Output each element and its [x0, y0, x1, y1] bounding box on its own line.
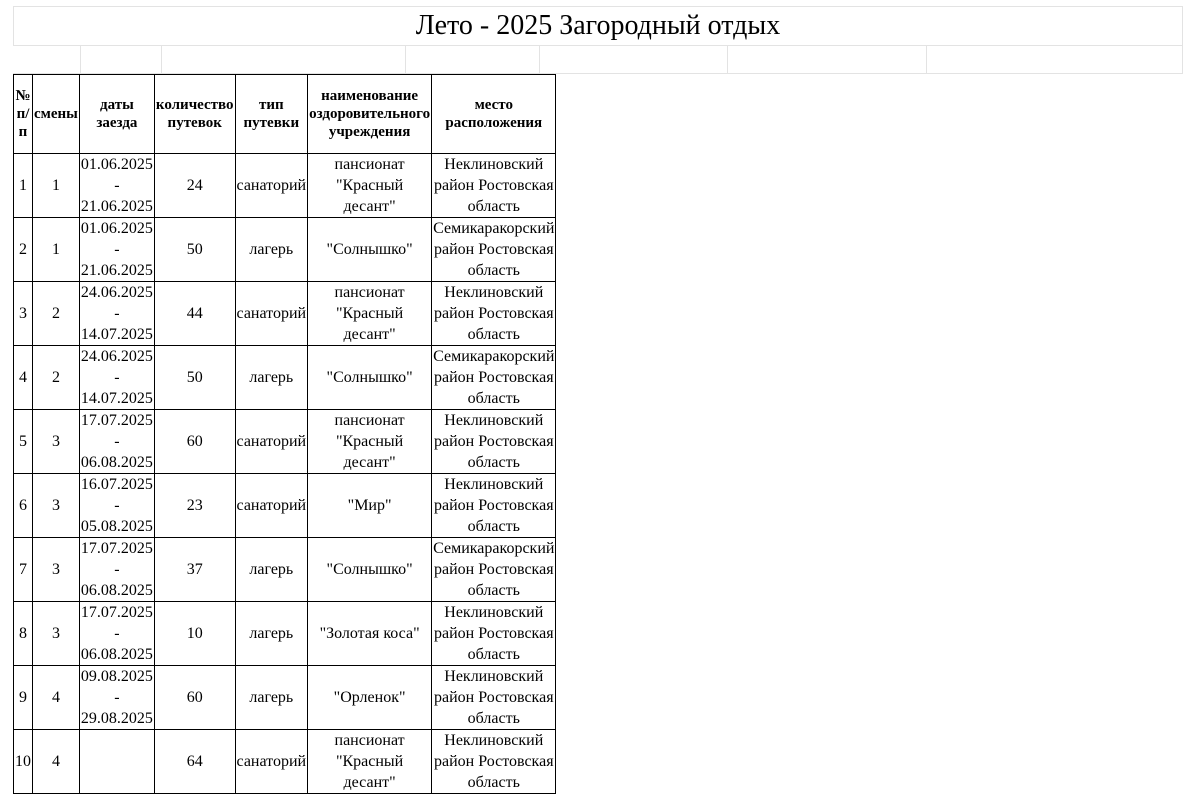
cell-location: Неклиновский район Ростовская область [432, 730, 556, 794]
cell-institution: пансионат "Красный десант" [308, 410, 432, 474]
cell-vouchers-count: 23 [154, 474, 235, 538]
empty-spacer-row [13, 46, 1183, 74]
header-institution: наименование оздоровительного учреждения [308, 75, 432, 154]
cell-number: 1 [14, 154, 33, 218]
header-row [14, 75, 556, 154]
cell-location: Семикаракорский район Ростовская область [432, 218, 556, 282]
cell-institution: "Солнышко" [308, 346, 432, 410]
empty-cell [728, 46, 927, 74]
cell-voucher-type: лагерь [235, 538, 308, 602]
cell-institution: пансионат "Красный десант" [308, 282, 432, 346]
cell-number: 7 [14, 538, 33, 602]
cell-voucher-type: лагерь [235, 346, 308, 410]
cell-voucher-type: санаторий [235, 410, 308, 474]
empty-cell [81, 46, 162, 74]
cell-voucher-type: лагерь [235, 602, 308, 666]
cell-shift: 4 [33, 666, 80, 730]
cell-institution: пансионат "Красный десант" [308, 154, 432, 218]
table-row [14, 410, 556, 474]
cell-number: 5 [14, 410, 33, 474]
cell-voucher-type: санаторий [235, 730, 308, 794]
cell-vouchers-count: 50 [154, 346, 235, 410]
table-row [14, 666, 556, 730]
cell-vouchers-count: 60 [154, 410, 235, 474]
cell-location: Неклиновский район Ростовская область [432, 282, 556, 346]
cell-shift: 2 [33, 346, 80, 410]
cell-voucher-type: лагерь [235, 666, 308, 730]
header-dates: даты заезда [79, 75, 154, 154]
cell-institution: "Орленок" [308, 666, 432, 730]
cell-institution: "Золотая коса" [308, 602, 432, 666]
cell-vouchers-count: 24 [154, 154, 235, 218]
table-row [14, 602, 556, 666]
cell-location: Неклиновский район Ростовская область [432, 474, 556, 538]
cell-dates: 09.08.2025 - 29.08.2025 [79, 666, 154, 730]
empty-cell [927, 46, 1183, 74]
header-shift: смены [33, 75, 80, 154]
cell-shift: 2 [33, 282, 80, 346]
cell-voucher-type: санаторий [235, 282, 308, 346]
empty-cell [406, 46, 540, 74]
cell-shift: 3 [33, 538, 80, 602]
cell-dates: 24.06.2025 - 14.07.2025 [79, 282, 154, 346]
cell-institution: пансионат "Красный десант" [308, 730, 432, 794]
empty-cell [13, 46, 81, 74]
cell-number: 8 [14, 602, 33, 666]
empty-cell [162, 46, 406, 74]
cell-vouchers-count: 60 [154, 666, 235, 730]
cell-institution: "Солнышко" [308, 538, 432, 602]
cell-dates: 01.06.2025 - 21.06.2025 [79, 154, 154, 218]
cell-dates: 17.07.2025 - 06.08.2025 [79, 602, 154, 666]
cell-institution: "Солнышко" [308, 218, 432, 282]
cell-voucher-type: санаторий [235, 154, 308, 218]
camps-table [13, 74, 556, 794]
cell-voucher-type: санаторий [235, 474, 308, 538]
cell-shift: 4 [33, 730, 80, 794]
table-row [14, 538, 556, 602]
cell-vouchers-count: 64 [154, 730, 235, 794]
cell-number: 4 [14, 346, 33, 410]
cell-location: Семикаракорский район Ростовская область [432, 538, 556, 602]
table-row [14, 218, 556, 282]
cell-vouchers-count: 10 [154, 602, 235, 666]
header-voucher-type: тип путевки [235, 75, 308, 154]
empty-cell [540, 46, 728, 74]
cell-shift: 1 [33, 218, 80, 282]
cell-shift: 3 [33, 602, 80, 666]
cell-shift: 3 [33, 410, 80, 474]
cell-dates: 16.07.2025 - 05.08.2025 [79, 474, 154, 538]
cell-dates: 17.07.2025 - 06.08.2025 [79, 538, 154, 602]
cell-number: 2 [14, 218, 33, 282]
cell-shift: 1 [33, 154, 80, 218]
table-row [14, 282, 556, 346]
header-location: место расположения [432, 75, 556, 154]
page-title: Лето - 2025 Загородный отдых [13, 6, 1183, 46]
table-row [14, 474, 556, 538]
cell-dates: 01.06.2025 - 21.06.2025 [79, 218, 154, 282]
cell-dates [79, 730, 154, 794]
cell-vouchers-count: 50 [154, 218, 235, 282]
cell-voucher-type: лагерь [235, 218, 308, 282]
cell-location: Неклиновский район Ростовская область [432, 154, 556, 218]
cell-number: 9 [14, 666, 33, 730]
cell-location: Неклиновский район Ростовская область [432, 666, 556, 730]
cell-location: Неклиновский район Ростовская область [432, 602, 556, 666]
cell-shift: 3 [33, 474, 80, 538]
cell-institution: "Мир" [308, 474, 432, 538]
header-vouchers-count: количество путевок [154, 75, 235, 154]
cell-vouchers-count: 44 [154, 282, 235, 346]
cell-number: 3 [14, 282, 33, 346]
cell-number: 6 [14, 474, 33, 538]
cell-vouchers-count: 37 [154, 538, 235, 602]
table-row [14, 346, 556, 410]
cell-location: Семикаракорский район Ростовская область [432, 346, 556, 410]
table-row [14, 154, 556, 218]
header-number: № п/п [14, 75, 33, 154]
table-row [14, 730, 556, 794]
cell-dates: 24.06.2025 - 14.07.2025 [79, 346, 154, 410]
cell-dates: 17.07.2025 - 06.08.2025 [79, 410, 154, 474]
cell-location: Неклиновский район Ростовская область [432, 410, 556, 474]
cell-number: 10 [14, 730, 33, 794]
